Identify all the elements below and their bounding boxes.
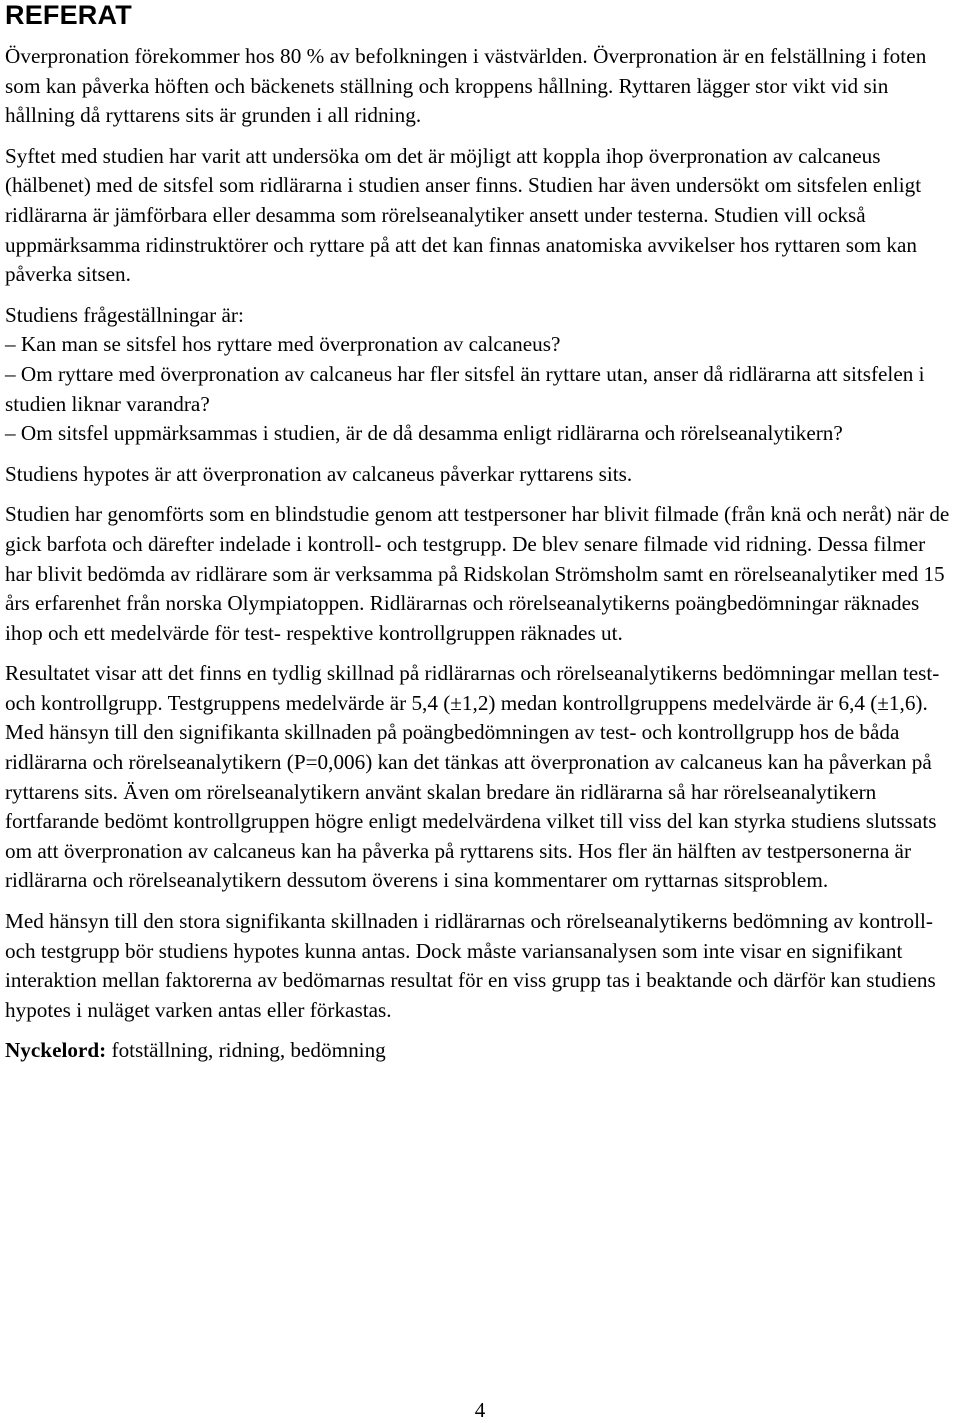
page-number: 4 bbox=[474, 1398, 486, 1422]
question-list bbox=[5, 330, 955, 448]
question-item: – Kan man se sitsfel hos ryttare med överpronation av calcaneus? bbox=[5, 332, 561, 357]
paragraph-hypothesis: Studiens hypotes är att överpronation av calcaneus påverkar ryttarens sits. bbox=[5, 461, 633, 486]
paragraph-results: Resultatet visar att det finns en tydlig skillnad på ridlärarnas och rörelseanalytikerns bedömningar mellan test- och kontrollgrupp. Testgruppens medelvärde är 5,4 (±1,2) medan kontrollgruppens medelvärde är 6,4 (±1,6). Med hänsyn till den signifikanta skillnaden på poängbedömningen av test- och kontrollgrupp hos de båda ridlärarna och rörelseanalytikern (P=0,006) kan det tänkas att överpronation av calcaneus kan ha påverkan på ryttarens sits. Även om rörelseanalytikern använt skalan bredare än ridlärarna så har rörelseanalytikern fortfarande bedömt kontrollgruppen högre enligt medelvärdena vilket till viss del kan styrka studiens slutssats om att överpronation av calcaneus kan ha påverka på ryttarens sits. Hos fler än hälften av testpersonerna är ridlärarna och rörelseanalytikern dessutom överens i sina kommentarer om ryttarnas sitsproblem. bbox=[5, 661, 940, 893]
question-item: – Om sitsfel uppmärksammas i studien, är de då desamma enligt ridlärarna och rörelseanalytikern? bbox=[5, 421, 843, 446]
page-title: REFERAT bbox=[5, 0, 132, 30]
paragraph-method: Studien har genomförts som en blindstudie genom att testpersoner har blivit filmade (från knä och neråt) när de gick barfota och därefter indelade i kontroll- och testgrupp. De blev senare filmade vid ridning. Dessa filmer har blivit bedömda av ridlärare som är verksamma på Ridskolan Strömsholm samt en rörelseanalytiker med 15 års erfarenhet från norska Olympiatoppen. Ridlärarnas och rörelseanalytikerns poängbedömningar räknades ihop och ett medelvärde för test- respektive kontrollgruppen räknades ut. bbox=[5, 502, 950, 645]
paragraph-aim: Syftet med studien har varit att undersöka om det är möjligt att koppla ihop överpronation av calcaneus (hälbenet) med de sitsfel som ridlärarna i studien anser finns. Studien har även undersökt om sitsfelen enligt ridlärarna är jämförbara eller desamma som rörelseanalytiker ansett under testerna. Studien vill också uppmärksamma ridinstruktörer och ryttare på att det kan finnas anatomiska avvikelser hos ryttaren som kan påverka sitsen. bbox=[5, 143, 922, 287]
keywords-value: fotställning, ridning, bedömning bbox=[106, 1038, 386, 1063]
paragraph-conclusion: Med hänsyn till den stora signifikanta skillnaden i ridlärarnas och rörelseanalytikerns bedömning av kontroll- och testgrupp bör studiens hypotes kunna antas. Dock måste variansanalysen som inte visar en signifikant interaktion mellan faktorerna av bedömarnas resultat för en viss grupp tas i beaktande och därför kan studiens hypotes i nuläget varken antas eller förkastas. bbox=[5, 909, 936, 1022]
questions-intro: Studiens frågeställningar är: bbox=[5, 302, 244, 327]
keywords-label: Nyckelord: bbox=[5, 1038, 107, 1063]
paragraph-intro: Överpronation förekommer hos 80 % av befolkningen i västvärlden. Överpronation är en felställning i foten som kan påverka höften och bäckenets ställning och kroppens hållning. Ryttaren lägger stor vikt vid sin hållning då ryttarens sits är grunden i all ridning. bbox=[5, 44, 927, 128]
question-item: – Om ryttare med överpronation av calcaneus har fler sitsfel än ryttare utan, anser då ridlärarna att sitsfelen i studien liknar varandra? bbox=[5, 361, 925, 416]
document-page bbox=[5, 0, 955, 1066]
keywords-line bbox=[5, 1036, 955, 1066]
